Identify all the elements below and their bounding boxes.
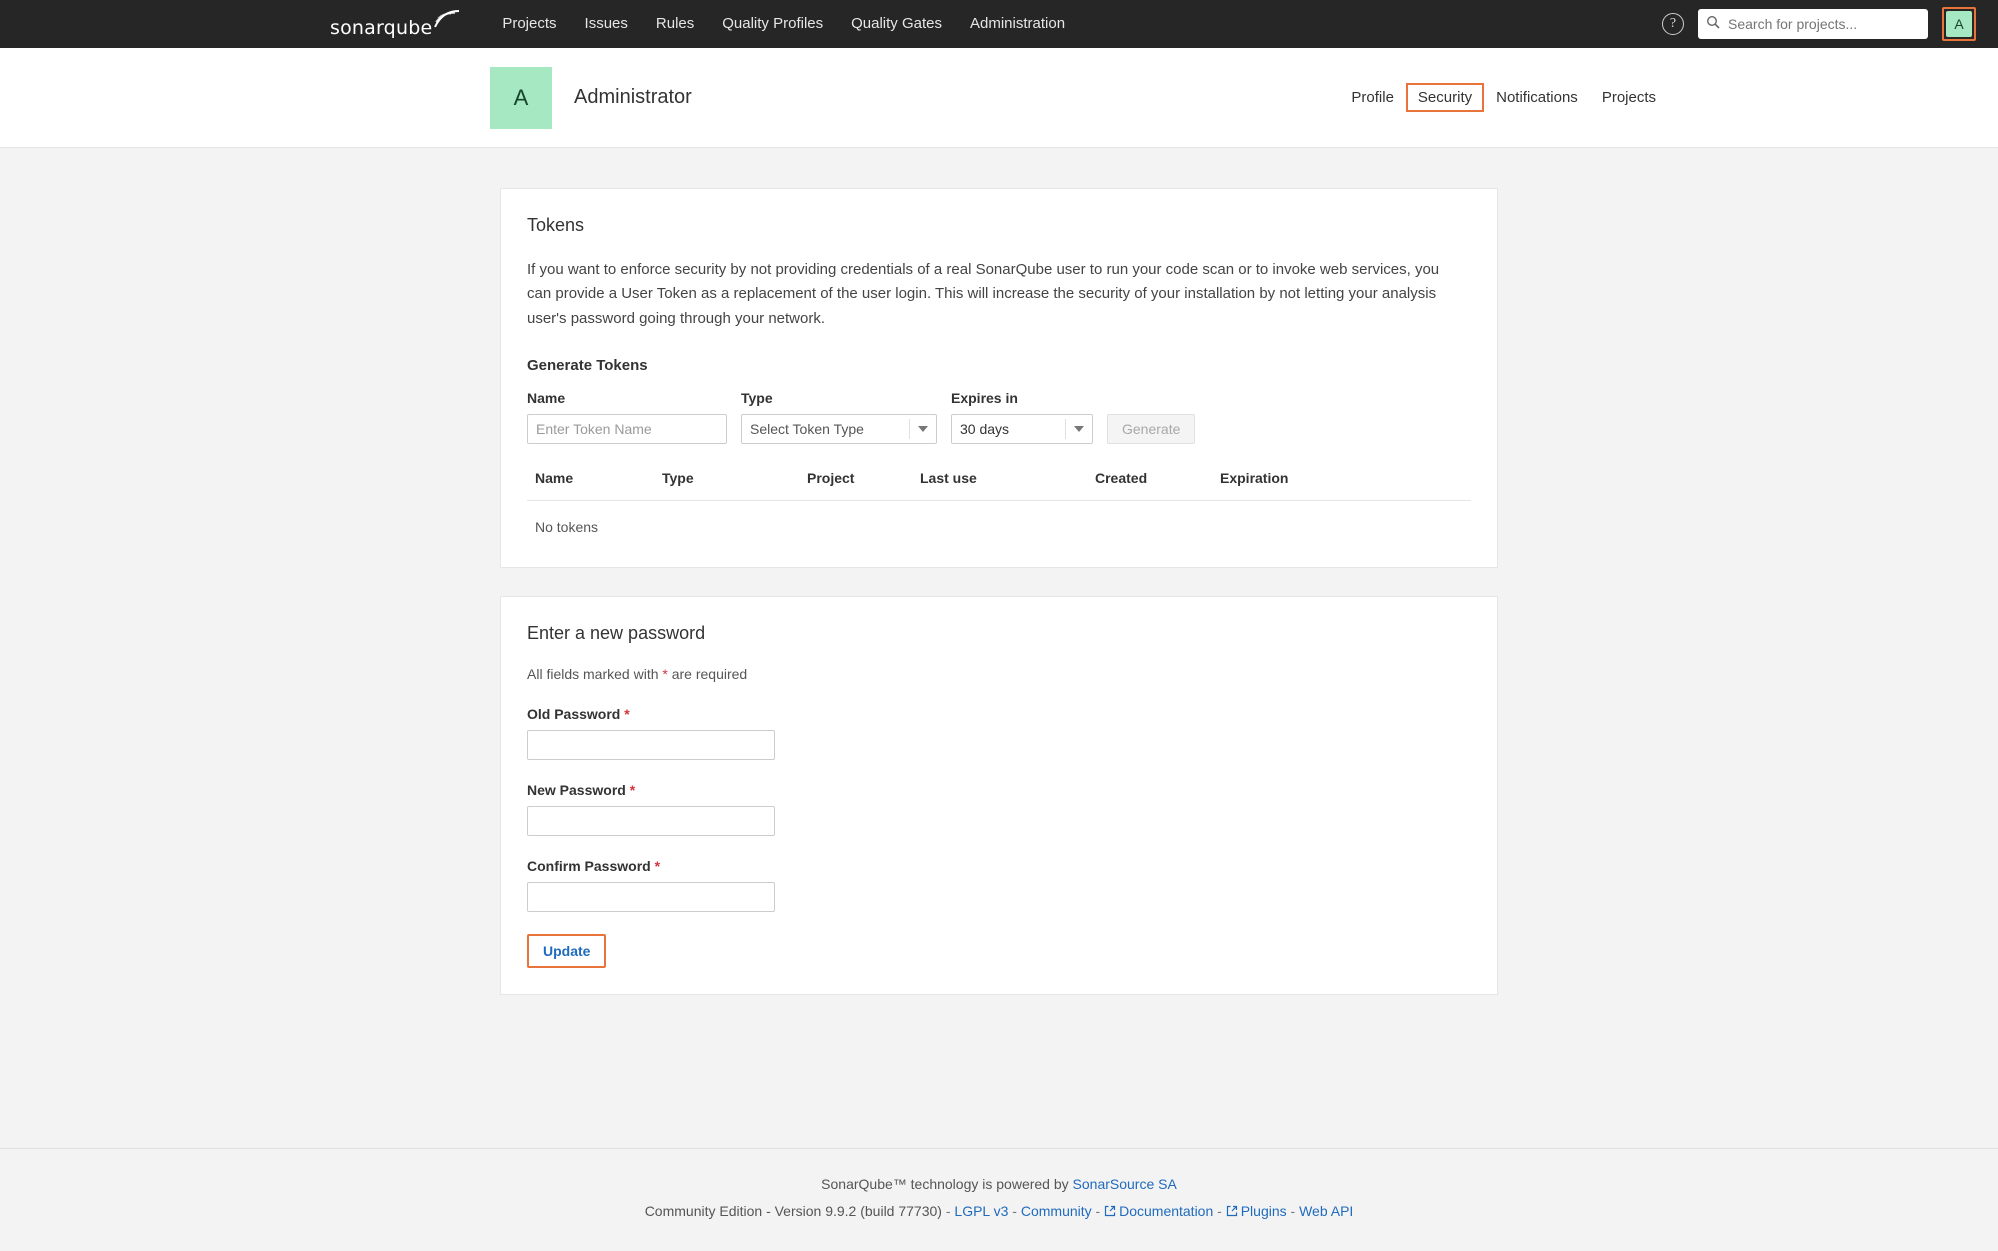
footer-link-sonarsource[interactable]: SonarSource SA [1072,1176,1177,1192]
user-identity-block [490,67,692,129]
generate-tokens-label: Generate Tokens [527,356,648,374]
confirm-password-required-asterisk: * [654,857,661,874]
tokens-table [527,470,1471,541]
select-divider [1065,419,1066,439]
tokens-card-description: If you want to enforce security by not providing credentials of a real SonarQube user to run your code scan or to invoke web services, you can provide a User Token as a replacement of the user login. This will increase the security of your installation by not letting your analysis user's password going through your network. [527,261,1440,327]
token-expires-value: 30 days [960,420,1010,437]
old-password-input[interactable] [527,730,775,760]
generate-token-form [527,390,1471,444]
footer-powered-text: SonarQube™ technology is powered by [821,1176,1073,1192]
generate-token-button[interactable]: Generate [1107,414,1195,444]
footer-link-web-api[interactable]: Web API [1299,1202,1354,1219]
help-icon[interactable]: ? [1662,13,1684,35]
nav-item-quality-gates[interactable]: Quality Gates [851,15,942,32]
token-name-input[interactable] [527,414,727,444]
footer-link-documentation[interactable]: Documentation [1119,1202,1214,1219]
top-navigation-bar [0,0,1998,48]
footer-separator-3: - [1095,1202,1101,1219]
tokens-card [500,188,1498,568]
new-password-input[interactable] [527,806,775,836]
search-icon [1706,15,1726,34]
table-row [527,500,1471,541]
new-password-label-text: New Password [527,781,626,798]
required-note-suffix: are required [667,665,748,682]
nav-right-group [1662,7,1976,41]
column-header-name: Name [527,470,662,501]
change-password-title: Enter a new password [527,622,706,643]
token-type-field [741,390,937,444]
token-expires-select[interactable] [951,414,1093,444]
token-name-field [527,390,727,444]
logo-text: sonarqube [330,17,433,39]
footer-separator-5: - [1290,1202,1296,1219]
token-expires-field [951,390,1093,444]
old-password-required-asterisk: * [624,705,630,722]
user-menu-avatar[interactable]: A [1946,11,1972,37]
token-type-value: Select Token Type [750,420,864,437]
new-password-label [527,782,1471,798]
footer-line-2 [0,1198,1998,1226]
nav-item-projects[interactable]: Projects [502,15,557,32]
required-fields-note [527,666,1471,682]
old-password-field [527,706,1471,760]
page-header [0,48,1998,148]
select-divider [909,419,910,439]
column-header-project: Project [807,470,920,501]
column-header-last-use: Last use [920,470,1095,501]
confirm-password-field [527,858,1471,912]
nav-item-administration[interactable]: Administration [970,15,1066,32]
footer-line-1 [0,1171,1998,1198]
token-type-label: Type [741,389,773,406]
footer-link-community[interactable]: Community [1020,1202,1092,1219]
page-title: Administrator [574,86,692,108]
tab-projects[interactable]: Projects [1601,89,1656,106]
search-box[interactable] [1698,9,1928,39]
main-content [0,148,1998,1148]
column-header-created: Created [1095,470,1220,501]
tab-profile[interactable]: Profile [1351,89,1394,106]
required-asterisk: * [662,665,668,682]
token-type-select[interactable] [741,414,937,444]
change-password-card [500,596,1498,995]
token-expires-label: Expires in [951,389,1018,406]
new-password-required-asterisk: * [629,781,636,798]
footer-link-lgpl[interactable]: LGPL v3 [954,1202,1009,1219]
logo-swoosh-icon [434,10,460,33]
table-header-row [527,470,1471,501]
confirm-password-input[interactable] [527,882,775,912]
footer-link-plugins[interactable]: Plugins [1240,1202,1287,1219]
new-password-field [527,782,1471,836]
footer-separator-2: - [1012,1202,1017,1219]
avatar: A [490,67,552,129]
sonarqube-logo[interactable] [330,10,460,38]
external-link-icon [1104,1199,1116,1226]
tab-notifications[interactable]: Notifications [1496,89,1578,106]
chevron-down-icon [918,426,928,432]
column-header-expiration: Expiration [1220,470,1471,501]
nav-item-quality-profiles[interactable]: Quality Profiles [722,15,824,32]
tab-security[interactable]: Security [1406,83,1484,112]
footer-separator-4: - [1217,1202,1222,1219]
update-password-button[interactable]: Update [527,934,606,968]
confirm-password-label-text: Confirm Password [527,857,651,874]
nav-item-rules[interactable]: Rules [655,15,695,32]
nav-item-issues[interactable]: Issues [584,15,628,32]
search-input[interactable] [1726,15,1920,33]
external-link-icon [1226,1199,1238,1226]
page-footer [0,1148,1998,1251]
required-note-prefix: All fields marked with [527,665,663,682]
main-nav-items [488,0,1079,48]
column-header-type: Type [662,470,807,501]
account-tabs [1339,83,1668,112]
chevron-down-icon [1074,426,1084,432]
tokens-card-title: Tokens [527,215,585,235]
confirm-password-label [527,858,1471,874]
footer-separator-1: - [945,1202,951,1219]
user-avatar-highlight [1942,7,1976,41]
token-name-label: Name [527,389,566,406]
old-password-label [527,706,1471,722]
old-password-label-text: Old Password [527,705,621,722]
footer-version-text: Community Edition - Version 9.9.2 (build 77730) [644,1202,942,1219]
tokens-empty-message: No tokens [535,518,599,535]
